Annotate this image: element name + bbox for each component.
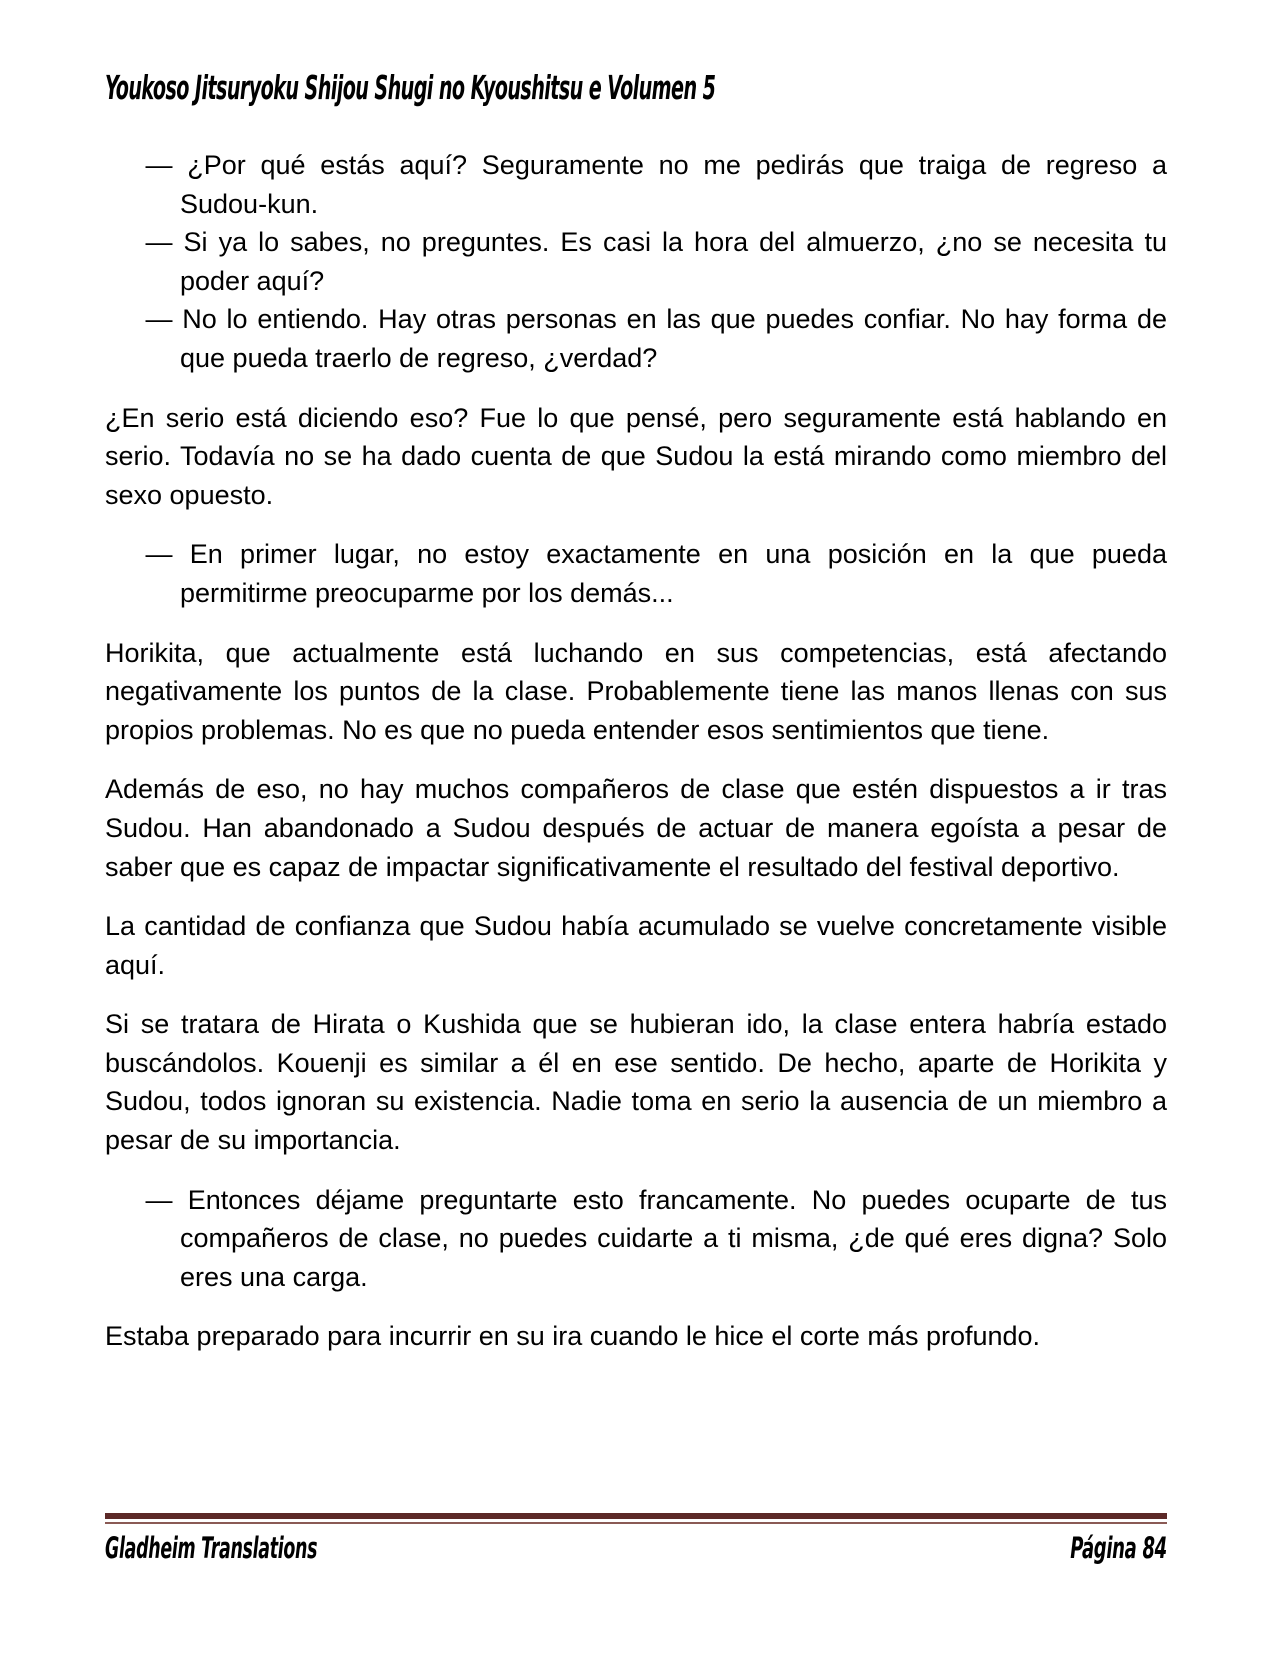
dialogue-text: En primer lugar, no estoy exactamente en una posición en la que pueda permitirme preocuparme por los demás... bbox=[180, 539, 1167, 608]
dialogue-paragraph bbox=[105, 146, 1167, 223]
dialogue-text: Entonces déjame preguntarte esto francamente. No puedes ocuparte de tus compañeros de clase, no puedes cuidarte a ti misma, ¿de qué eres digna? Solo eres una carga. bbox=[180, 1184, 1167, 1292]
dialogue-text: Si ya lo sabes, no preguntes. Es casi la hora del almuerzo, ¿no se necesita tu poder aquí? bbox=[180, 227, 1167, 296]
dialogue-text: No lo entiendo. Hay otras personas en las que puedes confiar. No hay forma de que pueda traerlo de regreso, ¿verdad? bbox=[180, 304, 1167, 373]
body-paragraph: La cantidad de confianza que Sudou había acumulado se vuelve concretamente visible aquí. bbox=[105, 911, 1167, 980]
em-dash: — bbox=[145, 539, 173, 570]
dialogue-paragraph bbox=[105, 1181, 1167, 1297]
dialogue-paragraph bbox=[105, 535, 1167, 612]
footer-page-number: Página 84 bbox=[1070, 1531, 1167, 1565]
footer-rule-thin bbox=[105, 1522, 1167, 1524]
body-paragraph: Si se tratara de Hirata o Kushida que se hubieran ido, la clase entera habría estado buscándolos. Kouenji es similar a él en ese sentido. De hecho, aparte de Horikita y Sudou, todos ignoran su existencia. Nadie toma en serio la ausencia de un miembro a pesar de su importancia. bbox=[105, 1009, 1167, 1156]
page-footer bbox=[105, 1513, 1167, 1565]
footer-row bbox=[105, 1531, 1167, 1565]
body-paragraph: ¿En serio está diciendo eso? Fue lo que pensé, pero seguramente está hablando en serio. Todavía no se ha dado cuenta de que Sudou la está mirando como miembro del sexo opuesto. bbox=[105, 402, 1167, 510]
em-dash: — bbox=[145, 304, 173, 335]
body-paragraph: Estaba preparado para incurrir en su ira cuando le hice el corte más profundo. bbox=[105, 1321, 1041, 1352]
page-title: Youkoso Jitsuryoku Shijou Shugi no Kyoushitsu e Volumen 5 bbox=[105, 68, 716, 107]
page-body bbox=[105, 146, 1167, 1356]
dialogue-paragraph bbox=[105, 300, 1167, 377]
dialogue-paragraph bbox=[105, 223, 1167, 300]
body-paragraph: Además de eso, no hay muchos compañeros de clase que estén dispuestos a ir tras Sudou. Han abandonado a Sudou después de actuar de manera egoísta a pesar de saber que es capaz de impactar significativamente el resultado del festival deportivo. bbox=[105, 774, 1167, 882]
footer-translator-credit: Gladheim Translations bbox=[105, 1531, 318, 1565]
page-header bbox=[105, 68, 1167, 107]
em-dash: — bbox=[145, 1184, 173, 1215]
body-paragraph: Horikita, que actualmente está luchando en sus competencias, está afectando negativamente los puntos de la clase. Probablemente tiene las manos llenas con sus propios problemas. No es que no pueda entender esos sentimientos que tiene. bbox=[105, 637, 1167, 745]
dialogue-text: ¿Por qué estás aquí? Seguramente no me pedirás que traiga de regreso a Sudou-kun. bbox=[180, 150, 1167, 219]
em-dash: — bbox=[145, 150, 173, 180]
em-dash: — bbox=[145, 227, 173, 258]
